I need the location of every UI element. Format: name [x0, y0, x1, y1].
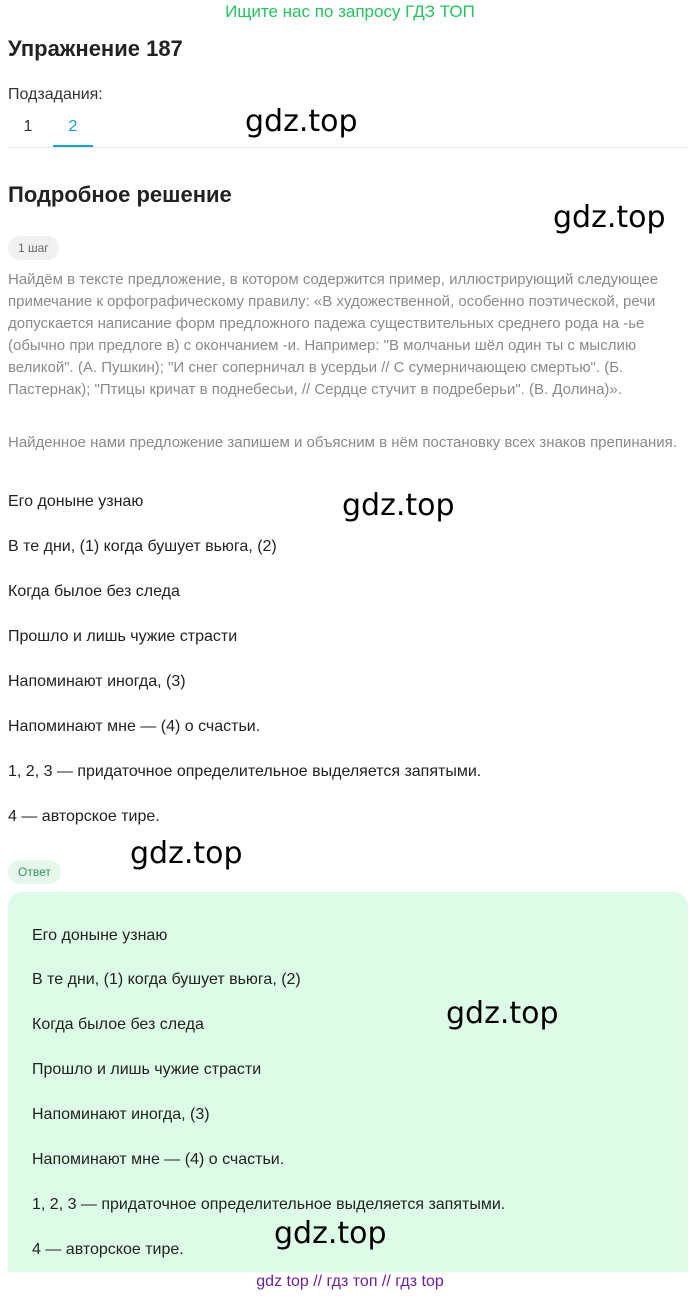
- solution-line: Когда былое без следа: [8, 583, 180, 600]
- answer-line: 4 — авторское тире.: [32, 1241, 184, 1258]
- promo-banner: Ищите нас по запросу ГДЗ ТОП: [225, 2, 475, 21]
- tab-subtask-2[interactable]: 2: [53, 110, 93, 147]
- watermark: gdz.top: [130, 836, 243, 871]
- watermark: gdz.top: [274, 1216, 387, 1251]
- answer-line: В те дни, (1) когда бушует вьюга, (2): [32, 971, 301, 988]
- solution-line: 1, 2, 3 — придаточное определительное выделяется запятыми.: [8, 763, 482, 780]
- solution-heading: Подробное решение: [8, 182, 232, 207]
- footer-links[interactable]: gdz top // гдз топ // гдз top: [256, 1273, 444, 1290]
- subtasks-label: Подзадания:: [8, 86, 103, 103]
- task-description: Найдём в тексте предложение, в котором содержится пример, иллюстрирующий следующее примечание к орфографическому правилу: «В художественной, особенно поэтической, речи допускается написание форм предложного падежа существительных среднего рода на -ье (обычно при предлоге в) с окончанием -и. Например: "В молчаньи шёл один ты с мыслию великой". (А. Пушкин); "И снег соперничал в усердьи // С сумерничающею смертью". (Б. Пастернак); "Птицы кричат в поднебесьи, // Сердце стучит в подреберьи". (В. Долина)».: [8, 271, 659, 398]
- solution-line: Напоминают мне — (4) о счастьи.: [8, 718, 261, 735]
- watermark: gdz.top: [245, 104, 358, 139]
- task-description-2: Найденное нами предложение запишем и объясним в нём постановку всех знаков препинания.: [8, 434, 677, 451]
- solution-line: Напоминают иногда, (3): [8, 673, 186, 690]
- answer-line: Напоминают иногда, (3): [32, 1106, 210, 1123]
- tab-subtask-1[interactable]: 1: [23, 118, 33, 135]
- solution-line: Прошло и лишь чужие страсти: [8, 628, 238, 645]
- watermark: gdz.top: [342, 488, 455, 523]
- answer-line: Напоминают мне — (4) о счастьи.: [32, 1151, 285, 1168]
- answer-box: [8, 892, 688, 1272]
- step-badge: 1 шаг: [8, 236, 59, 260]
- answer-line: 1, 2, 3 — придаточное определительное выделяется запятыми.: [32, 1196, 506, 1213]
- solution-line: 4 — авторское тире.: [8, 808, 160, 825]
- watermark: gdz.top: [553, 200, 666, 235]
- answer-line: Когда былое без следа: [32, 1016, 204, 1033]
- answer-badge: Ответ: [8, 860, 61, 884]
- answer-line: Прошло и лишь чужие страсти: [32, 1061, 262, 1078]
- watermark: gdz.top: [446, 996, 559, 1031]
- page-title: Упражнение 187: [8, 36, 183, 61]
- solution-line: Его доныне узнаю: [8, 493, 144, 510]
- solution-line: В те дни, (1) когда бушует вьюга, (2): [8, 538, 277, 555]
- answer-line: Его доныне узнаю: [32, 927, 168, 944]
